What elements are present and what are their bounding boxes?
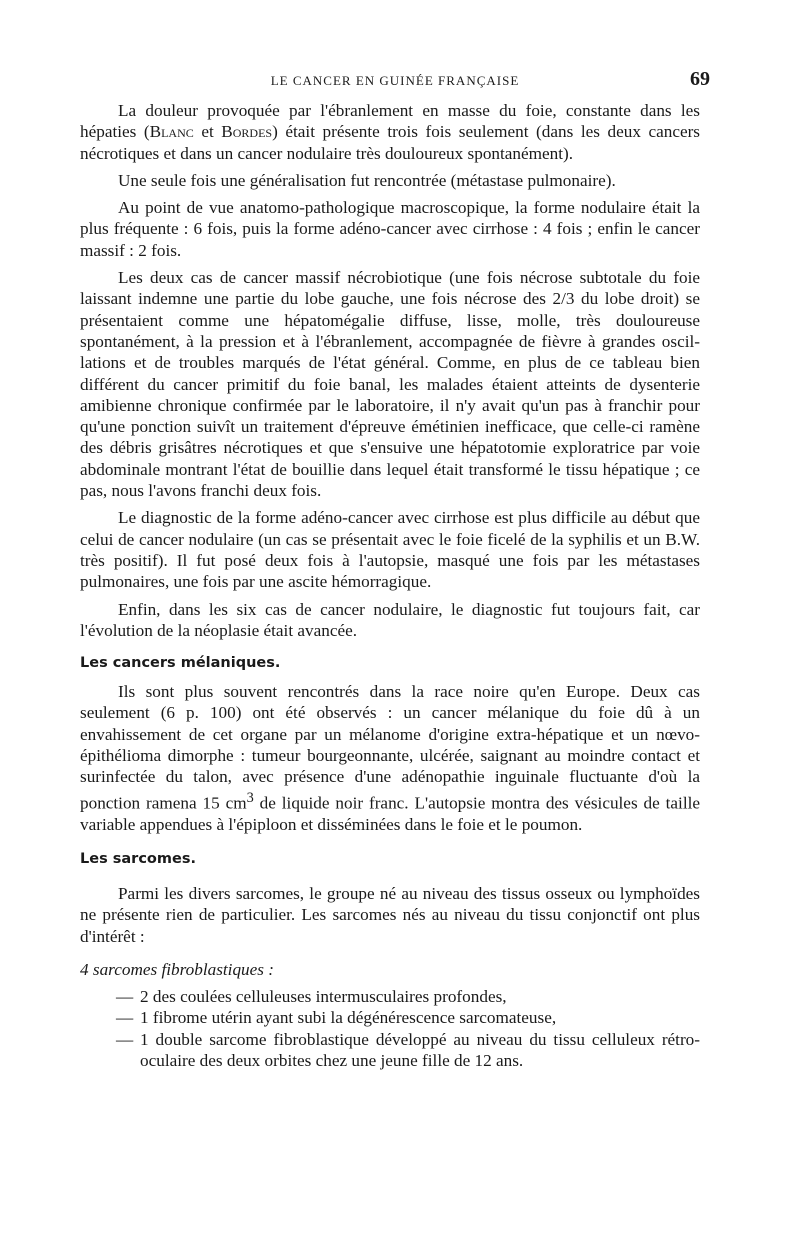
- paragraph-sarcomes: Parmi les divers sarcomes, le groupe né au niveau des tissus osseux ou lymphoïdes ne présente rien de particulier. Les sarcomes nés au niveau du tissu conjonctif ont plus d'intérêt :: [80, 883, 700, 946]
- paragraph-anatomo-pathologique: Au point de vue anatomo-pathologique macroscopique, la forme nodulaire était la plus fréquente : 6 fois, puis la forme adéno-cancer avec cirrhose : 4 fois ; enfin le cancer massif : 2 fois.: [80, 198, 700, 260]
- list-item: [80, 1007, 700, 1028]
- list-item-text: 1 double sarcome fibroblastique développé au niveau du tissu celluleux rétro-oculaire des deux orbites chez une jeune fille de 12 ans.: [140, 1029, 700, 1071]
- section-heading-sarcomes: Les sarcomes.: [80, 850, 196, 867]
- paragraph-douleur-text-c: ) était présente trois fois seulement (dans les deux cancers nécrotiques et dans un cancer nodulaire très douloureux spontanément).: [80, 122, 700, 163]
- paragraph-cancer-massif: Les deux cas de cancer massif nécrobiotique (une fois nécrose subtotale du foie laissant indemne une partie du lobe gauche, une fois nécrose des 2/3 du lobe droit) se présentaient comme une hépatomégalie diffuse, lisse, molle, très douloureuse spontanément, à la pression et à l'ébranlement, accompagnée de fièvre à grandes oscillations et de troubles marqués de l'état général. Comme, en plus de ce tableau bien différent du cancer primitif du foie banal, les malades étaient atteints de dysenterie amibienne chronique confirmée par le laboratoire, il n'y avait qu'un pas à franchir pour qu'une ponction suivît un traitement d'épreuve émétinien inefficace, que celle-ci ramène des débris grisâtres nécrotiques et que s'ensuive une hépatotomie exploratrice par voie abdominale montrant l'état de bouillie dans lequel était transformé le tissu hépatique ; ce pas, nous l'avons franchi deux fois.: [80, 268, 700, 501]
- dash-marker: —: [116, 1029, 134, 1049]
- section-heading-cancers-melaniques: Les cancers mélaniques.: [80, 655, 281, 672]
- sarcome-list: [80, 986, 700, 1071]
- paragraph-generalisation: Une seule fois une généralisation fut rencontrée (métastase pulmonaire).: [118, 170, 616, 190]
- paragraph-melaniques-text-b: de liquide noir franc. L'autopsie montra des vésicules de taille variable appendues à l'épiploon et disséminées dans le foie et le poumon.: [80, 793, 700, 834]
- list-item: [80, 986, 700, 1007]
- list-heading-sarcomes-fibroblastiques: 4 sarcomes fibroblastiques :: [80, 959, 274, 979]
- author-name-blanc: Blanc: [149, 122, 194, 142]
- running-header: [80, 70, 710, 92]
- list-item-text: 1 fibrome utérin ayant subi la dégénérescence sarcomateuse,: [140, 1008, 557, 1028]
- superscript-cubic: 3: [246, 789, 254, 806]
- paragraph-cancer-nodulaire: Enfin, dans les six cas de cancer nodulaire, le diagnostic fut toujours fait, car l'évolution de la néoplasie était avancée.: [80, 599, 700, 640]
- paragraph-douleur: [80, 100, 700, 164]
- dash-marker: —: [116, 987, 134, 1007]
- page-body: [80, 100, 700, 1071]
- paragraph-douleur-text-a: La douleur provoquée par l'ébranlement en masse du foie, constante dans les hépaties (: [80, 101, 700, 142]
- running-title: LE CANCER EN GUINÉE FRANÇAISE: [270, 73, 520, 88]
- author-name-bordes: Bordes: [221, 122, 273, 142]
- dash-marker: —: [116, 1008, 134, 1028]
- list-item: [80, 1029, 700, 1072]
- list-item-text: 2 des coulées celluleuses intermusculaires profondes,: [140, 987, 507, 1007]
- paragraph-douleur-text-b: et: [193, 122, 222, 142]
- paragraph-melaniques-text-a: Ils sont plus souvent rencontrés dans la race noire qu'en Europe. Deux cas seulement (6 p. 100) ont été observés : un cancer mélanique du foie dû à un envahissement de cet organe par un mélanome d'origine extra-hépatique et un nœvo-épithélioma dimorphe : tumeur bourgeonnante, ulcérée, saignant au moindre contact et surinfectée du talon, avec présence d'une adénopathie inguinale fluctuante d'où la ponction ramena 15 cm: [80, 682, 700, 813]
- paragraph-diagnostic-adeno-cancer: Le diagnostic de la forme adéno-cancer avec cirrhose est plus difficile au début que celui de cancer nodulaire (un cas se présentait avec le foie ficelé de la syphilis et un B.W. très positif). Il fut posé deux fois à l'autopsie, masqué une fois par les métastases pulmonaires, une fois par une ascite hémorragique.: [80, 508, 700, 592]
- paragraph-cancers-melaniques: [80, 681, 700, 835]
- page-number: 69: [690, 68, 710, 90]
